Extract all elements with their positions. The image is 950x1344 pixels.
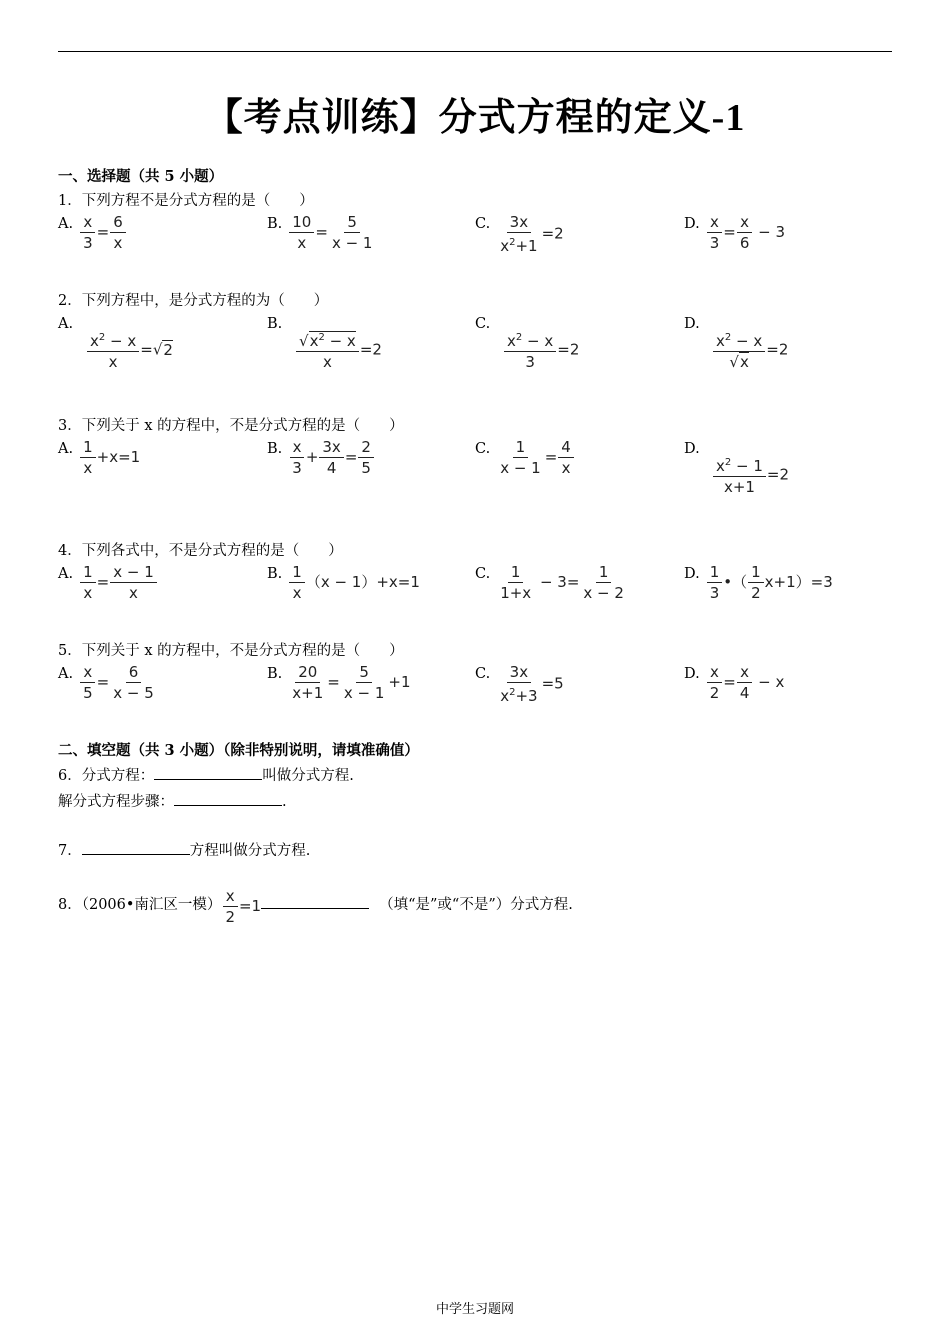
q4-option-c-formula: $\frac{1}{1+x}$ − 3= $\frac{1}{x - 2}$ [500, 563, 624, 602]
q2-option-d-formula: $\frac{x^2 - x}{√x}$ =2 [712, 329, 788, 371]
q4-option-b[interactable]: B. $\frac{1}{x}$ （x − 1）+x=1 [267, 563, 420, 602]
q1-option-d[interactable]: D. $\frac{x}{3}$ = $\frac{x}{6}$ − 3 [684, 213, 786, 252]
question-3-stem: 3．下列关于 x 的方程中，不是分式方程的是（ ） [58, 418, 404, 434]
q5-option-b[interactable]: B. $\frac{20}{x+1}$ = $\frac{5}{x - 1}$ +1 [267, 663, 411, 702]
page-footer: 中学生习题网 [435, 1302, 514, 1317]
q2-option-b[interactable]: B. $\frac{√x^2 - x}{x}$ =2 [267, 316, 382, 371]
header-rule [58, 51, 892, 52]
q2-option-c-formula: $\frac{x^2 - x}{3}$ =2 [503, 329, 579, 371]
q1-option-b[interactable]: B. $\frac{10}{x}$ = $\frac{5}{x - 1}$ [267, 216, 376, 252]
q4-option-c[interactable]: C. $\frac{1}{1+x}$ − 3= $\frac{1}{x - 2}$ [475, 566, 628, 602]
q4-option-d[interactable]: D. $\frac{1}{3}$ •（ $\frac{1}{2}$ x+1）=3 [684, 563, 833, 602]
q3-option-a-formula: $\frac{1}{x}$ +x=1 [79, 438, 140, 477]
question-6-line-2: 解分式方程步骤： . [58, 790, 287, 811]
q1-option-b-formula: $\frac{10}{x}$ = $\frac{5}{x - 1}$ [288, 213, 376, 252]
q5-option-a[interactable]: A. $\frac{x}{5}$ = $\frac{6}{x - 5}$ [58, 666, 158, 702]
q1-option-c[interactable]: C. $\frac{3x}{x^2+1}$ =2 [475, 213, 564, 255]
q6-blank-1[interactable] [154, 765, 262, 780]
q1-option-d-formula: $\frac{x}{3}$ = $\frac{x}{6}$ − 3 [706, 213, 785, 252]
q5-option-d-formula: $\frac{x}{2}$ = $\frac{x}{4}$ − x [706, 663, 785, 702]
section-heading-choice: 一、选择题（共 5 小题） [58, 168, 224, 185]
q5-option-a-formula: $\frac{x}{5}$ = $\frac{6}{x - 5}$ [79, 663, 158, 702]
q3-option-d-formula: $\frac{x^2 - 1}{x+1}$ =2 [712, 454, 789, 496]
q4-option-d-formula: $\frac{1}{3}$ •（ $\frac{1}{2}$ x+1）=3 [706, 563, 833, 602]
q3-option-b-formula: $\frac{x}{3}$ + $\frac{3x}{4}$ = $\frac{2}{5}$ [288, 438, 375, 477]
q8-blank[interactable] [261, 894, 369, 909]
q8-formula: $\frac{x}{2}$ =1 [221, 887, 261, 926]
q3-option-c-formula: $\frac{1}{x - 1}$ = $\frac{4}{x}$ [496, 438, 575, 477]
q3-option-d[interactable]: D. $\frac{x^2 - 1}{x+1}$ =2 [684, 441, 790, 496]
q3-option-c[interactable]: C. $\frac{1}{x - 1}$ = $\frac{4}{x}$ [475, 441, 575, 477]
q2-option-c[interactable]: C. $\frac{x^2 - x}{3}$ =2 [475, 316, 580, 371]
question-5-stem: 5．下列关于 x 的方程中，不是分式方程的是（ ） [58, 643, 404, 659]
q5-option-c[interactable]: C. $\frac{3x}{x^2+3}$ =5 [475, 663, 564, 705]
q1-option-a-formula: $\frac{x}{3}$ = $\frac{6}{x}$ [79, 213, 127, 252]
q1-option-a[interactable]: A. $\frac{x}{3}$ = $\frac{6}{x}$ [58, 216, 127, 252]
q1-option-c-formula: $\frac{3x}{x^2+1}$ =2 [500, 213, 564, 255]
question-8: 8．（2006•南汇区一模） $\frac{x}{2}$ =1 （填“是”或“不是”）分式方程. [58, 887, 573, 926]
question-1-stem: 1．下列方程不是分式方程的是（ ） [58, 193, 314, 209]
question-7: 7． 方程叫做分式方程. [58, 839, 310, 860]
q6-blank-2[interactable] [174, 791, 282, 806]
q5-option-c-formula: $\frac{3x}{x^2+3}$ =5 [500, 663, 564, 705]
q2-option-b-formula: $\frac{√x^2 - x}{x}$ =2 [295, 329, 382, 371]
question-4-stem: 4．下列各式中，不是分式方程的是（ ） [58, 543, 343, 559]
q4-option-b-formula: $\frac{1}{x}$ （x − 1）+x=1 [288, 563, 420, 602]
q2-option-d[interactable]: D. $\frac{x^2 - x}{√x}$ =2 [684, 316, 789, 371]
question-2-stem: 2．下列方程中，是分式方程的为（ ） [58, 293, 329, 309]
q5-option-d[interactable]: D. $\frac{x}{2}$ = $\frac{x}{4}$ − x [684, 663, 785, 702]
q4-option-a[interactable]: A. $\frac{1}{x}$ = $\frac{x - 1}{x}$ [58, 566, 158, 602]
q5-option-b-formula: $\frac{20}{x+1}$ = $\frac{5}{x - 1}$ +1 [292, 663, 411, 702]
q4-option-a-formula: $\frac{1}{x}$ = $\frac{x - 1}{x}$ [79, 563, 158, 602]
q7-blank[interactable] [82, 840, 190, 855]
page-title: 【考点训练】分式方程的定义-1 [204, 97, 746, 139]
q2-option-a-formula: $\frac{x^2 - x}{x}$ =√2 [86, 329, 173, 371]
question-6-line-1: 6．分式方程： 叫做分式方程. [58, 764, 354, 785]
q3-option-b[interactable]: B. $\frac{x}{3}$ + $\frac{3x}{4}$ = $\frac{2}{5}$ [267, 441, 375, 477]
section-heading-fill: 二、填空题（共 3 小题）（除非特别说明，请填准确值） [58, 742, 419, 759]
q2-option-a[interactable]: A. $\frac{x^2 - x}{x}$ =√2 [58, 316, 173, 371]
q3-option-a[interactable]: A. $\frac{1}{x}$ +x=1 [58, 438, 141, 477]
